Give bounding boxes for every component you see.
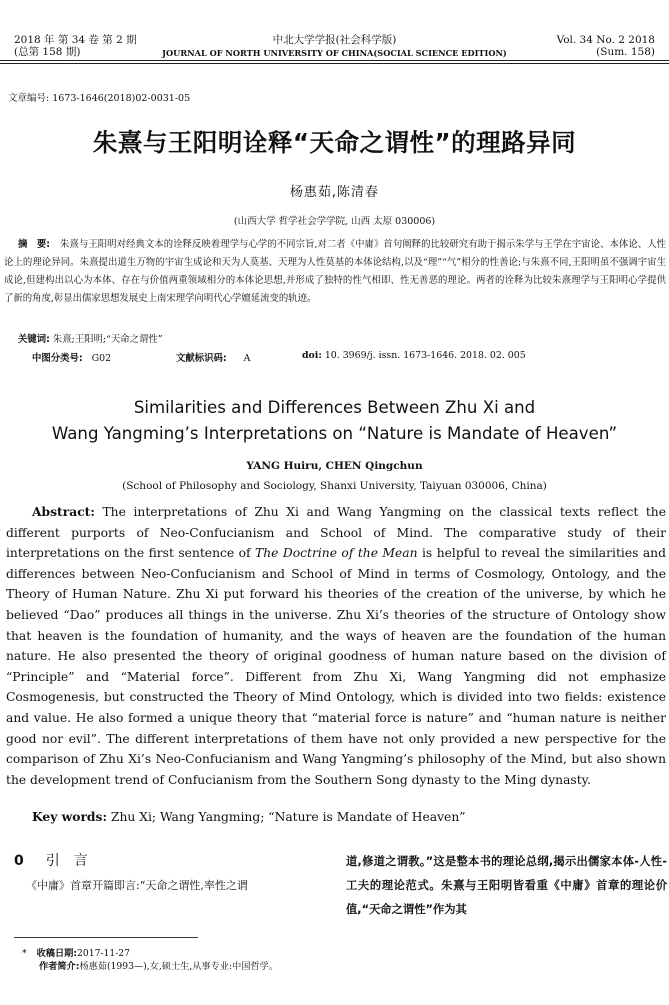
header-rule [0, 60, 669, 61]
abstract-en-label: Abstract: [32, 504, 95, 519]
doi-value: 10. 3969/j. issn. 1673-1646. 2018. 02. 005 [324, 350, 526, 361]
header-sum-en: (Sum. 158) [596, 46, 655, 58]
affiliation-cn: (山西大学 哲学社会学学院, 山西 太原 030006) [233, 216, 436, 227]
abstract-en-text-1: The interpretations of Zhu Xi and Wang Yangming on the classical texts reflect the different purports of Neo-Confucianism and School of Mind. The comparative study of their interpretations on the first sentence of [6, 505, 666, 561]
title-cn: 朱熹与王阳明诠释“天命之谓性”的理路异同 [92, 128, 577, 157]
header-journal-cn: 中北大学学报(社会科学版) [272, 34, 397, 46]
doi [302, 350, 526, 361]
doc-code-label: 文献标识码: [176, 353, 227, 364]
doi-label: doi: [302, 350, 322, 361]
abstract-en-text-2: is helpful to reveal the similarities and differences between Neo-Confucianism and School of Mind in terms of Cosmology, Ontology, and the Theory of Human Nature. Zhu Xi put forward his theories of the creation of the universe, by which he believed “Dao” produces all things in the universe. Zhu Xi’s theories of the structure of Ontology show that heaven is the foundation of humanity, and the ways of heaven are the foundation of the human nature. He also presented the theory of original goodness of human nature based on the division of “Principle” and “Material force”. Different from Zhu Xi, Wang Yangming did not emphasize Cosmogenesis, but constructed the Theory of Mind Ontology, which is divided into two fields: existence and value. He also formed a unique theory that “material force is nature” and “human nature is neither good nor evil”. The different interpretations of them have not only provided a new perspective for the comparison of Zhu Xi’s Neo-Confucianism and Wang Yangming’s philosophy of the Mind, but also shown the development trend of Confucianism from the Southern Song dynasty to the Ming dynasty. [6, 546, 666, 787]
header-issue-cn: 2018 年 第 34 卷 第 2 期 [14, 34, 137, 46]
keywords-cn [18, 331, 163, 345]
received-label: 收稿日期: [36, 948, 78, 959]
header-journal-en: JOURNAL OF NORTH UNIVERSITY OF CHINA(SOCIAL SCIENCE EDITION) [162, 48, 507, 58]
header-volume-en: Vol. 34 No. 2 2018 [556, 34, 655, 46]
abstract-cn [4, 236, 666, 308]
doc-code-value: A [243, 353, 251, 364]
body-right-column: 道,修道之谓教。”这是整本书的理论总纲,揭示出儒家本体-人性-工夫的理论范式。朱熹与王阳明皆看重《中庸》首章的理论价值,“天命之谓性”作为其 [346, 855, 667, 916]
header-rule-thin [0, 63, 669, 64]
title-en-line2: Wang Yangming’s Interpretations on “Nature is Mandate of Heaven” [51, 424, 618, 443]
body-left-text: 《中庸》首章开篇即言:“天命之谓性,率性之谓 [26, 879, 248, 892]
header-sum-cn: (总第 158 期) [14, 46, 81, 58]
keywords-en-text: Zhu Xi; Wang Yangming; “Nature is Mandate of Heaven” [110, 810, 466, 824]
section-title: 引 言 [45, 853, 88, 869]
clc-value: G02 [91, 353, 112, 364]
abstract-cn-text: 朱熹与王阳明对经典文本的诠释反映着理学与心学的不同宗旨,对二者《中庸》首句阐释的比较研究有助于揭示朱学与王学在宇宙论、本体论、人性论上的理论异同。朱熹提出道生万物的宇宙生成论和天为人莫基、天理为人性莫基的本体论结构,以及“理”“气”相分的性善论;与朱熹不同,王阳明虽不强调宇宙生成论,但建构出以心为本体、存在与价值两重领域相分的本体论思想,并形成了独特的性气相即、性无善恶的理论。两者的诠释为比较朱熹理学与王阳明心学提供了新的角度,彰显出儒家思想发展史上南宋理学向明代心学嬗延流变的轨迹。 [4, 239, 666, 304]
keywords-cn-label: 关键词: [18, 334, 50, 345]
clc-number [32, 350, 111, 364]
doc-code [176, 350, 250, 364]
title-en-line1: Similarities and Differences Between Zhu Xi and [133, 398, 536, 417]
footnote-received [22, 945, 130, 959]
author-bio-label: 作者简介: [39, 961, 80, 972]
article-number: 文章编号: 1673-1646(2018)02-0031-05 [8, 93, 191, 104]
abstract-en [6, 502, 666, 790]
keywords-en [32, 809, 466, 824]
footnote-author [39, 958, 278, 972]
clc-label: 中图分类号: [32, 353, 83, 364]
abstract-cn-label: 摘 要: [18, 239, 51, 250]
abstract-en-book-title: The Doctrine of the Mean [255, 546, 418, 561]
affiliation-en: (School of Philosophy and Sociology, Shanxi University, Taiyuan 030006, China) [122, 480, 547, 492]
received-date: 2017-11-27 [77, 948, 131, 959]
authors-cn: 杨惠茹,陈清春 [289, 185, 380, 200]
footnote-rule [14, 937, 198, 938]
section-heading [14, 850, 88, 870]
footnote-marker: * [22, 948, 27, 959]
keywords-en-label: Key words: [32, 809, 107, 824]
keywords-cn-text: 朱熹;王阳明;“天命之谓性” [52, 334, 163, 345]
body-left-column [14, 873, 319, 895]
author-bio-text: 杨惠茹(1993—),女,硕士生,从事专业:中国哲学。 [79, 961, 279, 972]
authors-en: YANG Huiru, CHEN Qingchun [246, 460, 423, 472]
section-number: 0 [14, 853, 24, 869]
